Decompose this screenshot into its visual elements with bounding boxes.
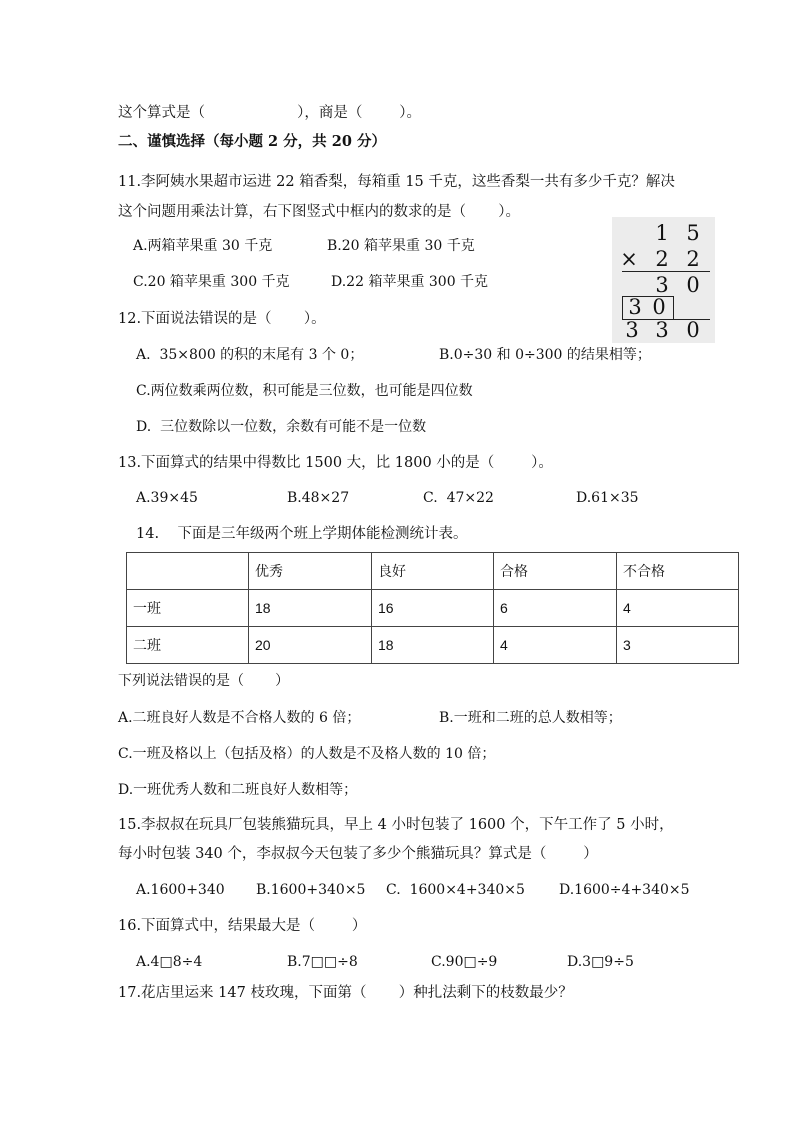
table-header-row [127, 553, 739, 590]
q15-option-b: B.1600+340×5 [256, 882, 366, 898]
table-cell: 4 [617, 590, 739, 627]
vertical-multiplication [612, 217, 715, 343]
q11-option-c: C.20 箱苹果重 300 千克 [133, 274, 290, 290]
q14-option-b: B.一班和二班的总人数相等； [439, 710, 622, 726]
q13-option-a: A.39×45 [136, 490, 198, 506]
calc-digit: 0 [652, 295, 666, 319]
q13-option-b: B.48×27 [287, 490, 350, 506]
table-cell: 16 [372, 590, 494, 627]
calc-digit: 3 [655, 273, 669, 297]
table-cell: 6 [494, 590, 617, 627]
q12-option-d: D. 三位数除以一位数，余数有可能不是一位数 [136, 419, 427, 435]
q13-option-d: D.61×35 [576, 490, 639, 506]
q15-line2: 每小时包装 340 个，李叔叔今天包装了多少个熊猫玩具？算式是（ ） [118, 846, 598, 862]
q12-stem: 12.下面说法错误的是（ ）。 [118, 311, 326, 327]
table-cell: 18 [372, 627, 494, 664]
table-cell: 4 [494, 627, 617, 664]
q12-option-b: B.0÷30 和 0÷300 的结果相等； [439, 347, 651, 363]
table-cell: 优秀 [249, 553, 372, 590]
table-cell: 不合格 [617, 553, 739, 590]
q15-option-d: D.1600÷4+340×5 [559, 882, 690, 898]
table-cell: 18 [249, 590, 372, 627]
q14-option-a: A.二班良好人数是不合格人数的 6 倍； [118, 710, 361, 726]
q11-line2: 这个问题用乘法计算，右下图竖式中框内的数求的是（ ）。 [118, 204, 521, 220]
calc-digit: 1 [655, 221, 669, 245]
q14-option-c: C.一班及格以上（包括及格）的人数是不及格人数的 10 倍； [118, 746, 496, 762]
q11-option-d: D.22 箱苹果重 300 千克 [331, 274, 489, 290]
q16-option-d: D.3□9÷5 [567, 954, 634, 970]
fitness-stats-table [126, 552, 739, 664]
q15-line1: 15.李叔叔在玩具厂包装熊猫玩具，早上 4 小时包装了 1600 个，下午工作了 5 小时， [118, 817, 674, 833]
q11-line1: 11.李阿姨水果超市运进 22 箱香梨，每箱重 15 千克，这些香梨一共有多少千克？解决 [118, 174, 675, 190]
q14-prompt: 下列说法错误的是（ ） [118, 673, 290, 689]
calc-digit: 3 [628, 295, 642, 319]
calc-digit: 0 [686, 318, 700, 342]
calc-digit: 2 [686, 247, 700, 271]
table-cell: 3 [617, 627, 739, 664]
calc-digit: 3 [655, 318, 669, 342]
calc-digit: 2 [655, 247, 669, 271]
q16-stem: 16.下面算式中，结果最大是（ ） [118, 918, 367, 934]
calc-rule [622, 271, 710, 272]
table-row [127, 627, 739, 664]
q16-option-c: C.90□÷9 [431, 954, 498, 970]
q17-stem: 17.花店里运来 147 枝玫瑰，下面第（ ）种扎法剩下的枝数最少？ [118, 985, 573, 1001]
q16-option-b: B.7□□÷8 [287, 954, 358, 970]
q12-option-a: A. 35×800 的积的末尾有 3 个 0； [136, 347, 364, 363]
table-cell: 一班 [127, 590, 249, 627]
q12-option-c: C.两位数乘两位数，积可能是三位数，也可能是四位数 [136, 383, 473, 399]
q13-option-c: C. 47×22 [423, 490, 494, 506]
table-cell [127, 553, 249, 590]
q11-option-a: A.两箱苹果重 30 千克 [133, 238, 273, 254]
q14-option-d: D.一班优秀人数和二班良好人数相等； [118, 782, 358, 798]
q15-option-c: C. 1600×4+340×5 [386, 882, 525, 898]
q14-stem: 14. 下面是三年级两个班上学期体能检测统计表。 [136, 526, 468, 542]
q16-option-a: A.4□8÷4 [136, 954, 203, 970]
intro-line: 这个算式是（ ），商是（ ）。 [118, 105, 422, 121]
calc-multiply-sign: × [620, 247, 638, 271]
calc-digit: 0 [686, 273, 700, 297]
table-cell: 合格 [494, 553, 617, 590]
table-row [127, 590, 739, 627]
q15-option-a: A.1600+340 [136, 882, 225, 898]
table-cell: 二班 [127, 627, 249, 664]
calc-digit: 3 [625, 318, 639, 342]
section-title: 二、谨慎选择（每小题 2 分，共 20 分） [118, 133, 386, 150]
table-cell: 良好 [372, 553, 494, 590]
table-cell: 20 [249, 627, 372, 664]
calc-digit: 5 [686, 221, 700, 245]
q13-stem: 13.下面算式的结果中得数比 1500 大，比 1800 小的是（ ）。 [118, 455, 553, 471]
q11-option-b: B.20 箱苹果重 30 千克 [327, 238, 475, 254]
